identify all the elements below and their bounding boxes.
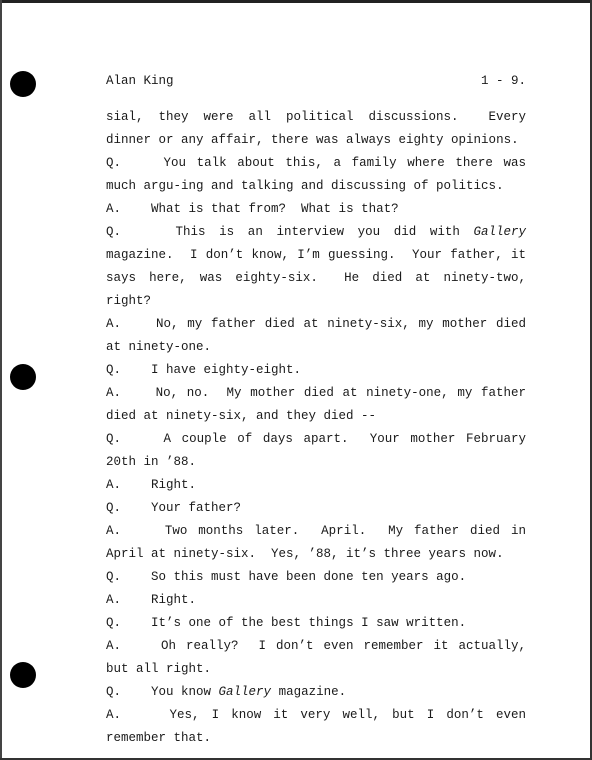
speaker-label: Q. [106,616,122,630]
transcript-paragraph: Q. This is an interview you did with Gallery magazine. I don’t know, I’m guessing. Your father, it says here, was eighty-six. He died at ninety-two, right? [106,225,534,308]
binder-hole-bottom [10,662,36,688]
transcript-paragraph: A. No, no. My mother died at ninety-one, my father died at ninety-six, and they died -- [106,386,534,423]
speaker-label: Q. [106,225,122,239]
transcript-paragraph: A. Right. [106,593,197,607]
speaker-label: Q. [106,570,122,584]
speaker-label: A. [106,386,122,400]
transcript-paragraph: Q. I have eighty-eight. [106,363,302,377]
transcript-paragraph: Q. So this must have been done ten years ago. [106,570,467,584]
transcript-paragraph: Q. A couple of days apart. Your mother February 20th in ’88. [106,432,534,469]
interviewee-name: Alan King [106,74,174,88]
speaker-label: A. [106,317,122,331]
speaker-label: A. [106,202,122,216]
transcript-paragraph: A. Right. [106,478,197,492]
binder-hole-top [10,71,36,97]
page-number: 1 - 9. [480,74,526,88]
speaker-label: Q. [106,363,122,377]
speaker-label: A. [106,708,122,722]
transcript-body [106,106,534,750]
page-edge-top [0,0,592,3]
speaker-label: A. [106,478,122,492]
transcript-paragraph: A. No, my father died at ninety-six, my mother died at ninety-one. [106,317,534,354]
transcript-paragraph: A. Yes, I know it very well, but I don’t even remember that. [106,708,534,745]
transcript-paragraph: A. Two months later. April. My father died in April at ninety-six. Yes, ’88, it’s three years now. [106,524,534,561]
magazine-title: Gallery [218,685,272,699]
page-header [106,74,526,92]
magazine-title: Gallery [473,225,526,239]
speaker-label: A. [106,639,122,653]
speaker-label: Q. [106,685,122,699]
binder-hole-middle [10,364,36,390]
transcript-paragraph: Q. Your father? [106,501,242,515]
page-edge-left [0,0,2,760]
transcript-paragraph: Q. You know Gallery magazine. [106,685,347,699]
transcript-paragraph: A. Oh really? I don’t even remember it actually, but all right. [106,639,534,676]
transcript-paragraph: A. What is that from? What is that? [106,202,399,216]
speaker-label: Q. [106,432,122,446]
speaker-label: A. [106,593,122,607]
speaker-label: Q. [106,501,122,515]
speaker-label: Q. [106,156,122,170]
transcript-paragraph: Q. It’s one of the best things I saw written. [106,616,467,630]
transcript-paragraph: Q. You talk about this, a family where there was much argu-ing and talking and discussing of politics. [106,156,534,193]
speaker-label: A. [106,524,122,538]
transcript-paragraph: sial, they were all political discussions. Every dinner or any affair, there was always eighty opinions. [106,110,534,147]
